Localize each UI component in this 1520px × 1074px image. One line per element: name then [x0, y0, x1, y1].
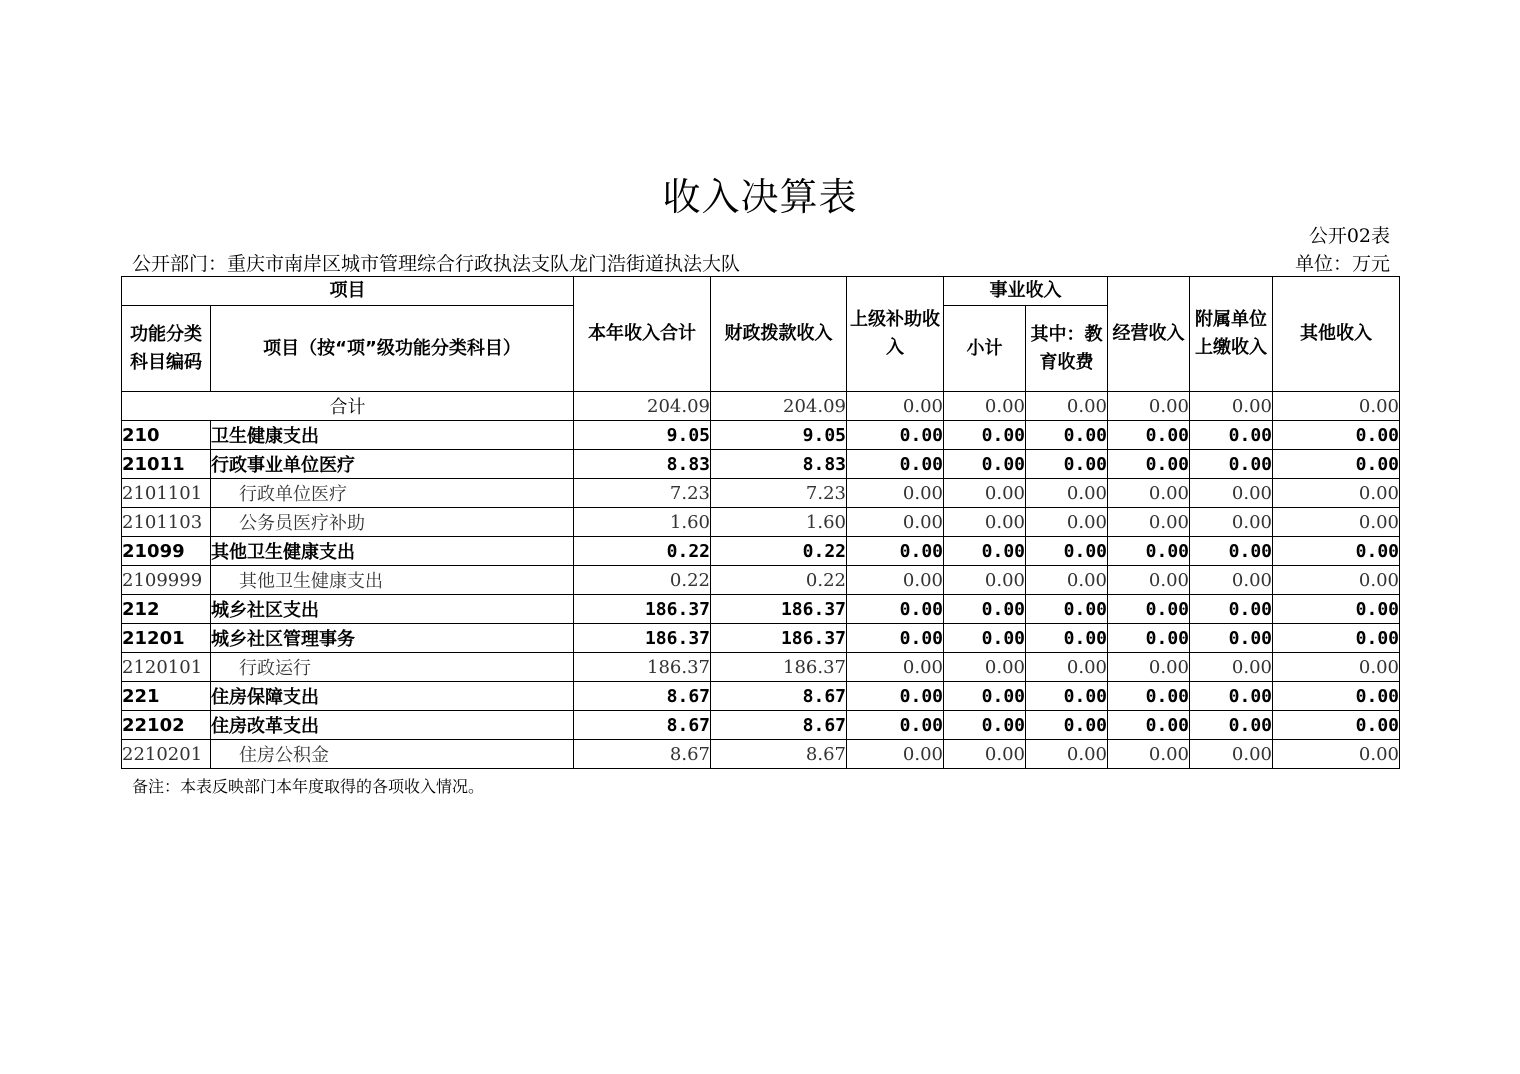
- amount-cell: 0.00: [944, 421, 1026, 450]
- amount-cell: 0.00: [847, 479, 944, 508]
- amount-cell: 0.22: [574, 537, 711, 566]
- amount-cell: 0.00: [847, 508, 944, 537]
- amount-cell: 0.00: [847, 711, 944, 740]
- amount-cell: 0.22: [711, 537, 847, 566]
- amount-cell: 0.00: [944, 624, 1026, 653]
- amount-cell: 0.00: [944, 711, 1026, 740]
- form-number: 公开02表: [1308, 225, 1390, 247]
- amount-cell: 0.00: [1190, 566, 1273, 595]
- amount-cell: 0.00: [944, 450, 1026, 479]
- amount-cell: 0.00: [1026, 508, 1108, 537]
- total-cell: 0.00: [944, 392, 1026, 421]
- amount-cell: 8.83: [574, 450, 711, 479]
- total-cell: 204.09: [711, 392, 847, 421]
- amount-cell: 0.00: [1108, 479, 1190, 508]
- header-item-name: 项目（按“项”级功能分类科目）: [211, 306, 574, 392]
- amount-cell: 0.00: [1273, 682, 1400, 711]
- amount-cell: 0.00: [1190, 537, 1273, 566]
- amount-cell: 0.00: [1190, 624, 1273, 653]
- amount-cell: 0.00: [1026, 479, 1108, 508]
- amount-cell: 0.00: [847, 653, 944, 682]
- total-cell: 204.09: [574, 392, 711, 421]
- amount-cell: 0.22: [711, 566, 847, 595]
- header-fiscal: 财政拨款收入: [711, 277, 847, 392]
- amount-cell: 0.00: [1108, 537, 1190, 566]
- amount-cell: 0.00: [1190, 479, 1273, 508]
- amount-cell: 0.00: [1273, 711, 1400, 740]
- amount-cell: 0.00: [1108, 682, 1190, 711]
- table-row: [122, 421, 1400, 450]
- footnote: 备注：本表反映部门本年度取得的各项收入情况。: [132, 777, 485, 796]
- amount-cell: 0.00: [944, 682, 1026, 711]
- total-cell: 0.00: [1108, 392, 1190, 421]
- item-name-cell: 行政运行: [211, 653, 574, 682]
- amount-cell: 0.00: [944, 508, 1026, 537]
- amount-cell: 1.60: [574, 508, 711, 537]
- total-cell: 0.00: [847, 392, 944, 421]
- amount-cell: 0.00: [1108, 740, 1190, 769]
- amount-cell: 0.00: [1273, 566, 1400, 595]
- amount-cell: 7.23: [574, 479, 711, 508]
- amount-cell: 0.00: [1273, 421, 1400, 450]
- amount-cell: 0.00: [944, 537, 1026, 566]
- amount-cell: 0.00: [1190, 653, 1273, 682]
- amount-cell: 0.00: [944, 740, 1026, 769]
- amount-cell: 186.37: [711, 653, 847, 682]
- table-row: [122, 653, 1400, 682]
- amount-cell: 0.00: [1273, 508, 1400, 537]
- item-name-cell: 住房公积金: [211, 740, 574, 769]
- amount-cell: 0.00: [1026, 537, 1108, 566]
- amount-cell: 0.00: [847, 624, 944, 653]
- amount-cell: 0.00: [1026, 711, 1108, 740]
- income-table: [121, 276, 1400, 769]
- amount-cell: 0.00: [1273, 740, 1400, 769]
- amount-cell: 7.23: [711, 479, 847, 508]
- header-func-code: 功能分类科目编码: [122, 306, 211, 392]
- table-row: [122, 595, 1400, 624]
- amount-cell: 0.00: [1190, 508, 1273, 537]
- amount-cell: 0.00: [1273, 653, 1400, 682]
- page-title: 收入决算表: [662, 175, 858, 219]
- amount-cell: 0.00: [847, 421, 944, 450]
- func-code-cell: 21011: [122, 450, 211, 479]
- table-row: [122, 537, 1400, 566]
- table-row: [122, 624, 1400, 653]
- amount-cell: 0.00: [1273, 624, 1400, 653]
- amount-cell: 0.00: [1190, 421, 1273, 450]
- amount-cell: 0.00: [1026, 450, 1108, 479]
- table-row: [122, 682, 1400, 711]
- func-code-cell: 2210201: [122, 740, 211, 769]
- amount-cell: 0.00: [1026, 653, 1108, 682]
- item-name-cell: 住房保障支出: [211, 682, 574, 711]
- amount-cell: 0.00: [1190, 740, 1273, 769]
- item-name-cell: 卫生健康支出: [211, 421, 574, 450]
- amount-cell: 0.00: [847, 595, 944, 624]
- total-cell: 0.00: [1273, 392, 1400, 421]
- amount-cell: 0.00: [944, 653, 1026, 682]
- func-code-cell: 22102: [122, 711, 211, 740]
- amount-cell: 0.00: [847, 682, 944, 711]
- amount-cell: 186.37: [574, 624, 711, 653]
- amount-cell: 8.67: [711, 711, 847, 740]
- item-name-cell: 其他卫生健康支出: [211, 566, 574, 595]
- header-superior: 上级补助收入: [847, 277, 944, 392]
- amount-cell: 0.00: [944, 595, 1026, 624]
- amount-cell: 0.00: [1026, 682, 1108, 711]
- table-row: [122, 479, 1400, 508]
- amount-cell: 0.00: [1108, 450, 1190, 479]
- amount-cell: 186.37: [711, 595, 847, 624]
- table-row: [122, 566, 1400, 595]
- header-education: 其中：教育收费: [1026, 306, 1108, 392]
- header-operating: 经营收入: [1108, 277, 1190, 392]
- func-code-cell: 2120101: [122, 653, 211, 682]
- amount-cell: 0.00: [1273, 479, 1400, 508]
- total-cell: 0.00: [1026, 392, 1108, 421]
- amount-cell: 0.00: [1108, 508, 1190, 537]
- table-row: [122, 450, 1400, 479]
- amount-cell: 8.67: [574, 740, 711, 769]
- amount-cell: 9.05: [711, 421, 847, 450]
- item-name-cell: 公务员医疗补助: [211, 508, 574, 537]
- header-project: 项目: [122, 277, 574, 306]
- amount-cell: 8.67: [574, 711, 711, 740]
- header-affiliated: 附属单位上缴收入: [1190, 277, 1273, 392]
- amount-cell: 0.00: [1108, 624, 1190, 653]
- func-code-cell: 21201: [122, 624, 211, 653]
- item-name-cell: 城乡社区管理事务: [211, 624, 574, 653]
- header-business: 事业收入: [944, 277, 1108, 306]
- amount-cell: 0.00: [847, 450, 944, 479]
- amount-cell: 0.00: [1108, 566, 1190, 595]
- header-total-income: 本年收入合计: [574, 277, 711, 392]
- total-label: 合计: [122, 392, 574, 421]
- amount-cell: 0.00: [1273, 450, 1400, 479]
- amount-cell: 186.37: [574, 595, 711, 624]
- amount-cell: 0.00: [847, 537, 944, 566]
- item-name-cell: 城乡社区支出: [211, 595, 574, 624]
- item-name-cell: 住房改革支出: [211, 711, 574, 740]
- table-row: [122, 711, 1400, 740]
- amount-cell: 0.00: [1108, 421, 1190, 450]
- amount-cell: 0.00: [1190, 711, 1273, 740]
- amount-cell: 0.00: [1190, 682, 1273, 711]
- amount-cell: 0.00: [1190, 450, 1273, 479]
- amount-cell: 186.37: [711, 624, 847, 653]
- amount-cell: 0.00: [1108, 595, 1190, 624]
- func-code-cell: 2109999: [122, 566, 211, 595]
- amount-cell: 0.00: [1273, 537, 1400, 566]
- amount-cell: 0.00: [1026, 421, 1108, 450]
- unit-label: 单位：万元: [1294, 253, 1390, 275]
- func-code-cell: 210: [122, 421, 211, 450]
- func-code-cell: 221: [122, 682, 211, 711]
- func-code-cell: 2101103: [122, 508, 211, 537]
- total-cell: 0.00: [1190, 392, 1273, 421]
- amount-cell: 0.00: [1108, 653, 1190, 682]
- amount-cell: 0.00: [847, 566, 944, 595]
- amount-cell: 0.00: [944, 566, 1026, 595]
- item-name-cell: 行政事业单位医疗: [211, 450, 574, 479]
- amount-cell: 1.60: [711, 508, 847, 537]
- func-code-cell: 212: [122, 595, 211, 624]
- amount-cell: 0.00: [1273, 595, 1400, 624]
- amount-cell: 0.00: [1026, 740, 1108, 769]
- amount-cell: 9.05: [574, 421, 711, 450]
- amount-cell: 8.67: [711, 682, 847, 711]
- total-row: [122, 392, 1400, 421]
- func-code-cell: 2101101: [122, 479, 211, 508]
- table-row: [122, 508, 1400, 537]
- amount-cell: 0.00: [1108, 711, 1190, 740]
- header-other: 其他收入: [1273, 277, 1400, 392]
- amount-cell: 0.00: [944, 479, 1026, 508]
- amount-cell: 8.83: [711, 450, 847, 479]
- amount-cell: 0.22: [574, 566, 711, 595]
- item-name-cell: 行政单位医疗: [211, 479, 574, 508]
- amount-cell: 186.37: [574, 653, 711, 682]
- amount-cell: 8.67: [711, 740, 847, 769]
- amount-cell: 0.00: [1026, 595, 1108, 624]
- amount-cell: 0.00: [847, 740, 944, 769]
- amount-cell: 8.67: [574, 682, 711, 711]
- amount-cell: 0.00: [1026, 624, 1108, 653]
- department-label: 公开部门：重庆市南岸区城市管理综合行政执法支队龙门浩街道执法大队: [132, 253, 741, 275]
- amount-cell: 0.00: [1026, 566, 1108, 595]
- func-code-cell: 21099: [122, 537, 211, 566]
- amount-cell: 0.00: [1190, 595, 1273, 624]
- item-name-cell: 其他卫生健康支出: [211, 537, 574, 566]
- header-subtotal: 小计: [944, 306, 1026, 392]
- table-row: [122, 740, 1400, 769]
